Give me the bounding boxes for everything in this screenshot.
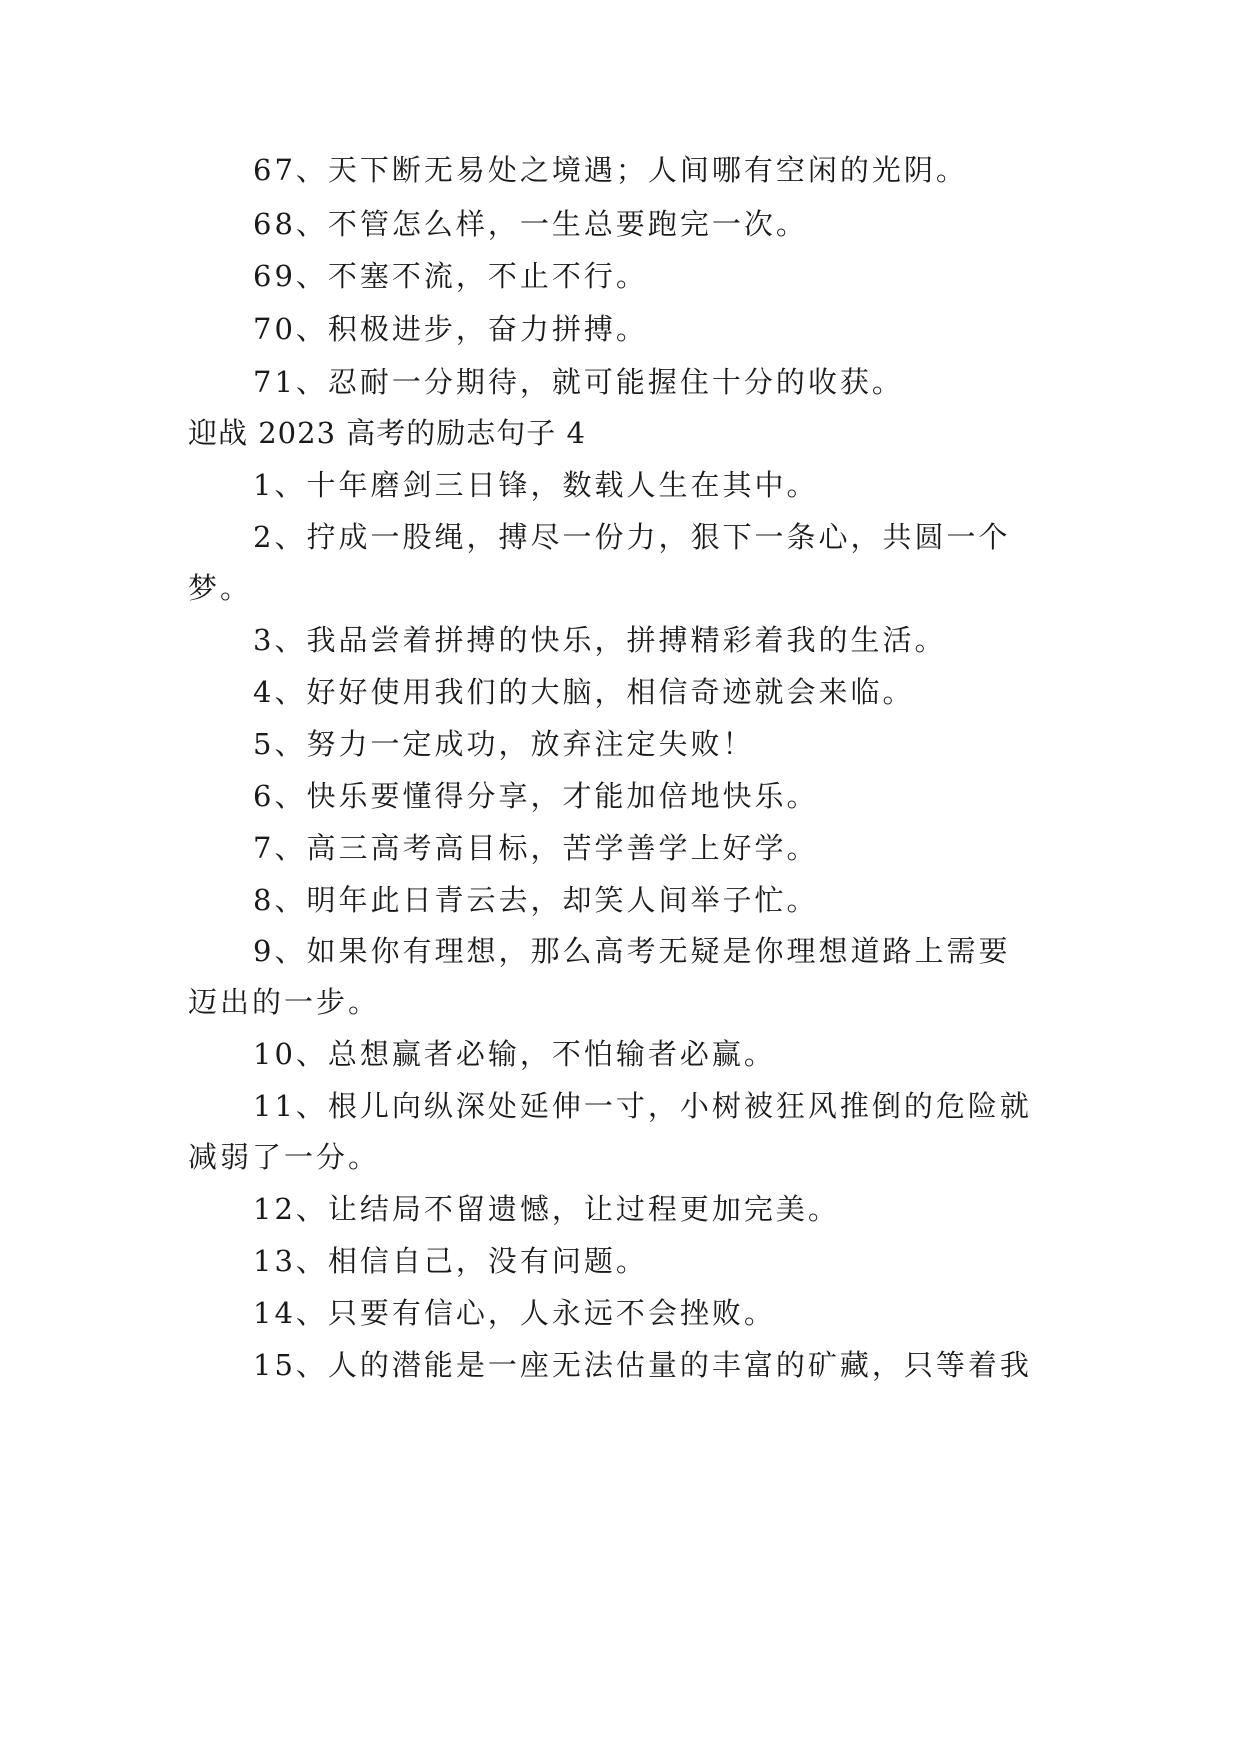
quote-line-15: 15、人的潜能是一座无法估量的丰富的矿藏，只等着我	[253, 1348, 1032, 1382]
quote-line-70: 70、积极进步，奋力拼搏。	[253, 312, 648, 346]
quote-line-14: 14、只要有信心，人永远不会挫败。	[253, 1296, 776, 1330]
quote-line-8: 8、明年此日青云去，却笑人间举子忙。	[253, 883, 819, 917]
quote-line-6: 6、快乐要懂得分享，才能加倍地快乐。	[253, 779, 819, 813]
quote-line-11-continued: 减弱了一分。	[188, 1140, 381, 1174]
quote-line-67: 67、天下断无易处之境遇；人间哪有空闲的光阴。	[253, 153, 968, 187]
quote-line-13: 13、相信自己，没有问题。	[253, 1244, 648, 1278]
quote-line-4: 4、好好使用我们的大脑，相信奇迹就会来临。	[253, 675, 915, 709]
quote-line-2-continued: 梦。	[188, 571, 253, 605]
quote-line-2: 2、拧成一股绳，搏尽一份力，狠下一条心，共圆一个	[253, 520, 1011, 554]
quote-line-5: 5、努力一定成功，放弃注定失败！	[253, 727, 755, 761]
quote-line-10: 10、总想赢者必输，不怕输者必赢。	[253, 1037, 776, 1071]
quote-line-3: 3、我品尝着拼搏的快乐，拼搏精彩着我的生活。	[253, 623, 947, 657]
quote-line-71: 71、忍耐一分期待，就可能握住十分的收获。	[253, 365, 904, 399]
quote-line-1: 1、十年磨剑三日锋，数载人生在其中。	[253, 468, 819, 502]
quote-line-7: 7、高三高考高目标，苦学善学上好学。	[253, 831, 819, 865]
quote-line-11: 11、根儿向纵深处延伸一寸，小树被狂风推倒的危险就	[253, 1089, 1032, 1123]
section-heading: 迎战 2023 高考的励志句子 4	[188, 416, 586, 450]
quote-line-9-continued: 迈出的一步。	[188, 985, 381, 1019]
quote-line-69: 69、不塞不流，不止不行。	[253, 259, 648, 293]
quote-line-12: 12、让结局不留遗憾，让过程更加完美。	[253, 1192, 840, 1226]
quote-line-9: 9、如果你有理想，那么高考无疑是你理想道路上需要	[253, 934, 1011, 968]
quote-line-68: 68、不管怎么样，一生总要跑完一次。	[253, 207, 808, 241]
